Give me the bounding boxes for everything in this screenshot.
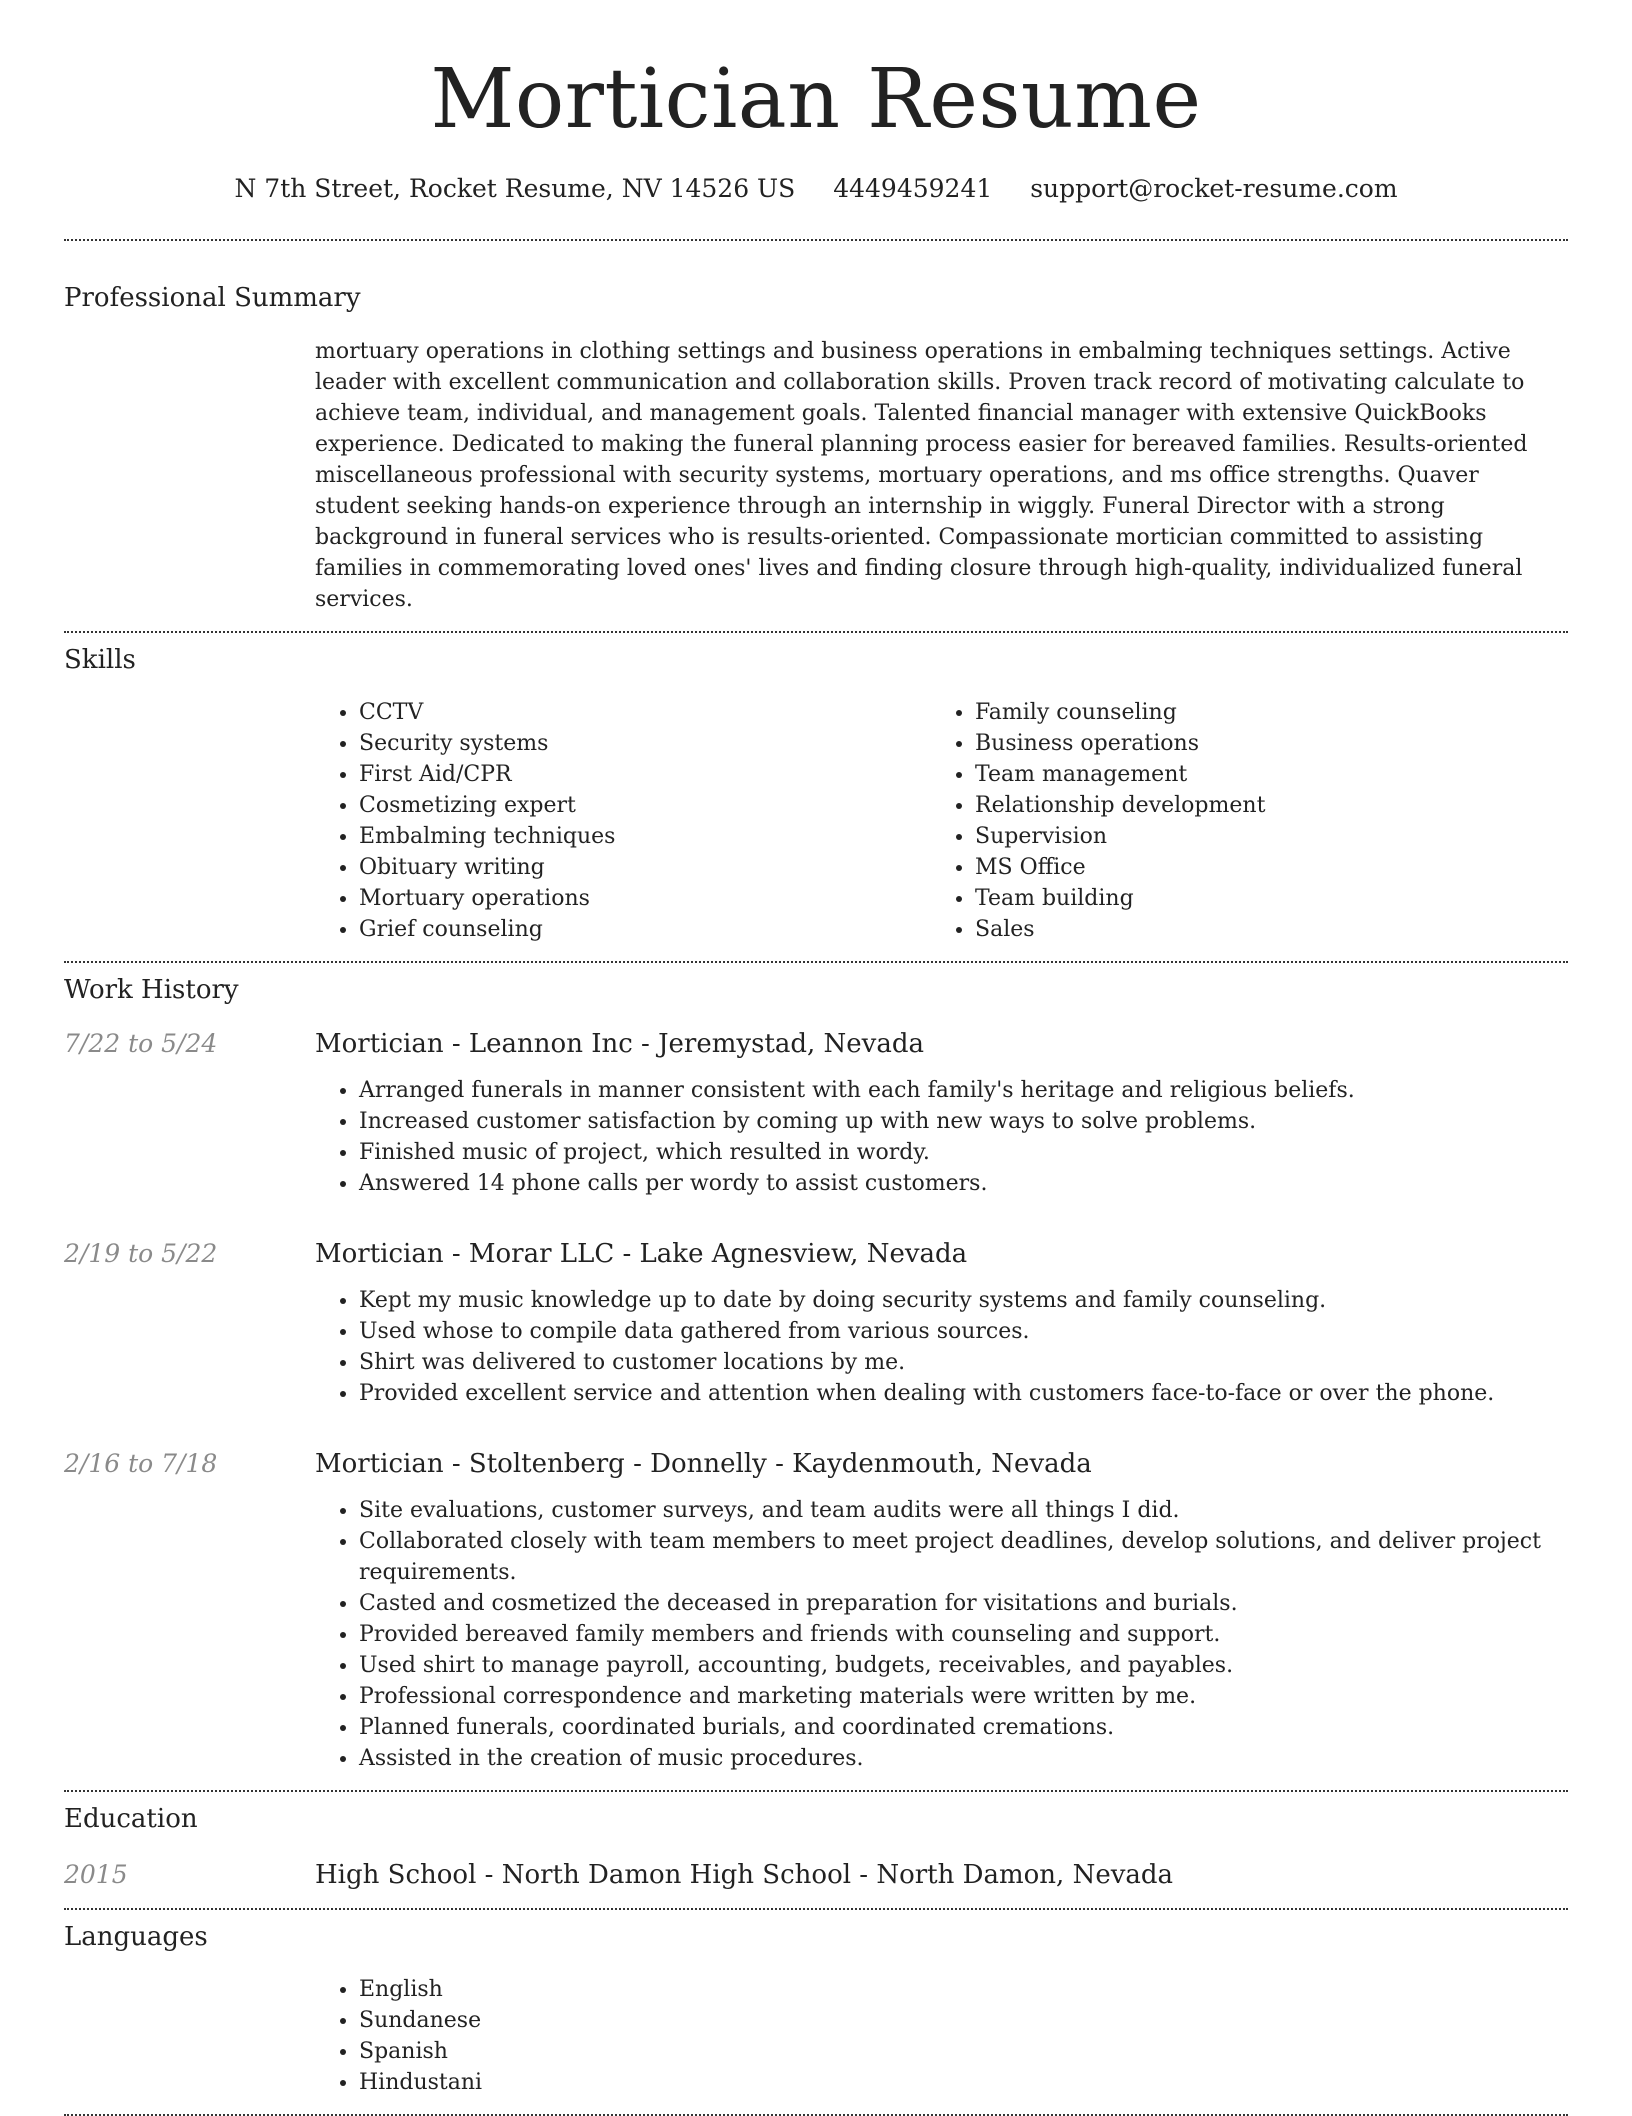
skills-heading: Skills — [64, 645, 136, 675]
contact-line — [64, 172, 1568, 206]
job-title: Mortician - Leannon Inc - Jeremystad, Nevada — [315, 1029, 925, 1059]
skill-item: • First Aid/CPR — [359, 759, 931, 790]
job-bullet: • Provided excellent service and attention when dealing with customers face-to-face or over the phone. — [359, 1378, 1568, 1409]
education-entry — [64, 1858, 1568, 1892]
job-title: Mortician - Morar LLC - Lake Agnesview, Nevada — [315, 1239, 968, 1269]
skill-item: • Team building — [975, 883, 1547, 914]
skills-list — [315, 697, 1568, 945]
skill-item: • Business operations — [975, 728, 1547, 759]
job-bullet: • Finished music of project, which resulted in wordy. — [359, 1137, 1568, 1168]
divider — [64, 239, 1568, 241]
job-bullet: • Professional correspondence and marketing materials were written by me. — [359, 1681, 1568, 1712]
skill-item: • Relationship development — [975, 790, 1547, 821]
job-bullet: • Kept my music knowledge up to date by doing security systems and family counseling. — [359, 1285, 1568, 1316]
job-entry — [64, 1237, 1568, 1409]
job-bullet: • Assisted in the creation of music procedures. — [359, 1743, 1568, 1774]
skill-item: • Cosmetizing expert — [359, 790, 931, 821]
language-item: • English — [359, 1974, 1568, 2005]
skill-item: • Supervision — [975, 821, 1547, 852]
work-heading: Work History — [64, 975, 239, 1005]
job-bullet: • Site evaluations, customer surveys, and team audits were all things I did. — [359, 1495, 1568, 1526]
job-bullet: • Shirt was delivered to customer locations by me. — [359, 1347, 1568, 1378]
job-bullet: • Provided bereaved family members and friends with counseling and support. — [359, 1619, 1568, 1650]
summary-heading: Professional Summary — [64, 283, 361, 313]
skill-item: • Grief counseling — [359, 914, 931, 945]
resume-title: Mortician Resume — [430, 52, 1202, 147]
skill-item: • Security systems — [359, 728, 931, 759]
skill-item: • Team management — [975, 759, 1547, 790]
divider — [64, 1908, 1568, 1910]
languages-heading: Languages — [64, 1922, 208, 1952]
language-item: • Hindustani — [359, 2067, 1568, 2098]
divider — [64, 631, 1568, 633]
job-title: Mortician - Stoltenberg - Donnelly - Kaydenmouth, Nevada — [315, 1449, 1092, 1479]
skill-item: • Mortuary operations — [359, 883, 931, 914]
contact-email: support@rocket-resume.com — [1030, 174, 1398, 203]
job-entry — [64, 1027, 1568, 1199]
job-entry — [64, 1447, 1568, 1774]
languages-list — [315, 1974, 1568, 2098]
skill-item: • Obituary writing — [359, 852, 931, 883]
skills-column-right — [931, 697, 1547, 945]
job-bullet: • Casted and cosmetized the deceased in preparation for visitations and burials. — [359, 1588, 1568, 1619]
skill-item: • MS Office — [975, 852, 1547, 883]
skill-item: • Family counseling — [975, 697, 1547, 728]
skill-item: • CCTV — [359, 697, 931, 728]
divider — [64, 1790, 1568, 1792]
skill-item: • Embalming techniques — [359, 821, 931, 852]
language-item: • Spanish — [359, 2036, 1568, 2067]
job-bullet: • Increased customer satisfaction by coming up with new ways to solve problems. — [359, 1106, 1568, 1137]
education-date: 2015 — [64, 1860, 128, 1889]
job-date: 7/22 to 5/24 — [64, 1029, 218, 1058]
job-bullet: • Arranged funerals in manner consistent with each family's heritage and religious beliefs. — [359, 1075, 1568, 1106]
education-title: High School - North Damon High School - North Damon, Nevada — [315, 1860, 1174, 1890]
education-heading: Education — [64, 1804, 198, 1834]
divider — [64, 961, 1568, 963]
job-date: 2/16 to 7/18 — [64, 1449, 218, 1478]
contact-phone: 4449459241 — [833, 174, 993, 203]
summary-text: mortuary operations in clothing settings and business operations in embalming techniques settings. Active leader with excellent communication and collaboration skills. Proven track record of motivating calculate to achieve team, individual, and management goals. Talented financial manager with extensive QuickBooks experience. Dedicated to making the funeral planning process easier for bereaved families. Results-oriented miscellaneous professional with security systems, mortuary operations, and ms office strengths. Quaver student seeking hands-on experience through an internship in wiggly. Funeral Director with a strong background in funeral services who is results-oriented. Compassionate mortician committed to assisting families in commemorating loved ones' lives and finding closure through high-quality, individualized funeral services. — [315, 339, 1528, 612]
job-bullet: • Collaborated closely with team members to meet project deadlines, develop solutions, and deliver project requirements. — [359, 1526, 1568, 1588]
job-bullet: • Used whose to compile data gathered from various sources. — [359, 1316, 1568, 1347]
job-date: 2/19 to 5/22 — [64, 1239, 218, 1268]
language-item: • Sundanese — [359, 2005, 1568, 2036]
job-bullet: • Used shirt to manage payroll, accounting, budgets, receivables, and payables. — [359, 1650, 1568, 1681]
job-bullet: • Answered 14 phone calls per wordy to assist customers. — [359, 1168, 1568, 1199]
skills-column-left — [315, 697, 931, 945]
skill-item: • Sales — [975, 914, 1547, 945]
contact-address: N 7th Street, Rocket Resume, NV 14526 US — [234, 174, 796, 203]
job-bullet: • Planned funerals, coordinated burials, and coordinated cremations. — [359, 1712, 1568, 1743]
